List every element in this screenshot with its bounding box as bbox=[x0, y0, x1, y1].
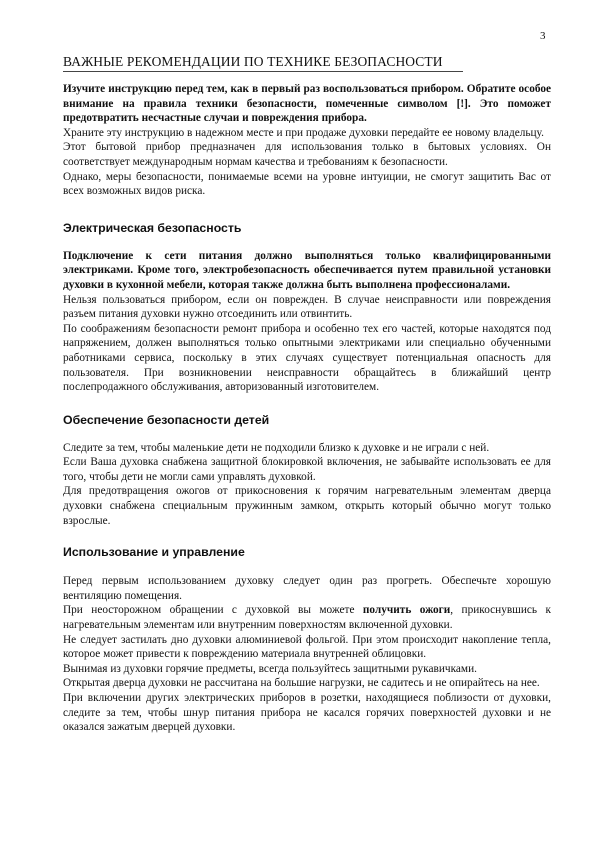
usage-section bbox=[63, 545, 551, 735]
children-paragraph: Если Ваша духовка снабжена защитной блокировкой включения, не забывайте использовать ее для того, чтобы дети не могли сами управлять духовкой. bbox=[63, 456, 551, 483]
burn-warning: получить ожоги bbox=[362, 604, 451, 617]
children-paragraph: Следите за тем, чтобы маленькие дети не подходили близко к духовке и не играли с ней. bbox=[63, 441, 490, 454]
page-title: ВАЖНЫЕ РЕКОМЕНДАЦИИ ПО ТЕХНИКЕ БЕЗОПАСНОСТИ bbox=[63, 54, 463, 72]
document-body bbox=[63, 82, 551, 735]
usage-paragraph: При включении других электрических приборов в розетки, находящиеся поблизости от духовки, следите за тем, чтобы шнур питания прибора не касался горячих поверхностей духовки и не оказался зажатым дверцей духовки. bbox=[63, 692, 551, 734]
intro-bold-paragraph: Изучите инструкцию перед тем, как в первый раз воспользоваться прибором. Обратите особое внимание на правила техники безопасности, помеченные символом [!]. Это поможет предотвратить несчастные случаи и повреждения прибора. bbox=[63, 83, 551, 125]
usage-paragraph: Вынимая из духовки горячие предметы, всегда пользуйтесь защитными рукавичками. bbox=[63, 662, 477, 675]
usage-paragraph: Перед первым использованием духовку следует один раз прогреть. Обеспечьте хорошую вентиляцию помещения. bbox=[63, 575, 551, 602]
usage-paragraph: Не следует застилать дно духовки алюминиевой фольгой. При этом происходит накопление тепла, которое может привести к повреждению материала внутренней облицовки. bbox=[63, 633, 551, 661]
usage-text: , прикоснувшись к нагревательным элементам или внутренним поверхностям включенной духовки. bbox=[63, 604, 551, 632]
electrical-bold-paragraph: Подключение к сети питания должно выполняться только квалифицированными электриками. Кроме того, электробезопасность обеспечивается путем правильной установки духовки в кухонной мебели, которая также должна быть выполнена профессионалами. bbox=[63, 249, 551, 291]
section-heading: Электрическая безопасность bbox=[63, 220, 242, 235]
children-paragraph: Для предотвращения ожогов от прикосновения к горячим нагревательным элементам дверца духовки снабжена специальным пружинным замком, открыть который обычно могут только взрослые. bbox=[63, 485, 551, 527]
intro-paragraph: Однако, меры безопасности, понимаемые всеми на уровне интуиции, не смогут защитить Вас от всех возможных видов риска. bbox=[63, 170, 551, 198]
electrical-paragraph: По соображениям безопасности ремонт прибора и особенно тех его частей, которые находятся под напряжением, должен выполняться только опытными электриками или специально обученными работниками сервиса, поскольку в этих случаях существует потенциальная опасность для пользователя. При возникновении неисправности обращайтесь в ближайший центр послепродажного обслуживания, авторизованный изготовителем. bbox=[63, 322, 551, 394]
usage-paragraph: Открытая дверца духовки не рассчитана на большие нагрузки, не садитесь и не опирайтесь на нее. bbox=[63, 677, 540, 690]
section-heading: Обеспечение безопасности детей bbox=[63, 412, 270, 427]
electrical-safety-section bbox=[63, 221, 551, 395]
intro-section bbox=[63, 82, 551, 199]
usage-burn-paragraph bbox=[63, 603, 551, 632]
page-number: 3 bbox=[540, 30, 546, 42]
usage-text: При неосторожном обращении с духовкой вы можете bbox=[63, 604, 363, 617]
intro-paragraph: Храните эту инструкцию в надежном месте и при продаже духовки передайте ее новому владельцу. bbox=[63, 126, 544, 139]
child-safety-section bbox=[63, 413, 551, 529]
electrical-paragraph: Нельзя пользоваться прибором, если он поврежден. В случае неисправности или повреждения разъем питания духовки нужно отсоединить или отвинтить. bbox=[63, 293, 551, 321]
intro-paragraph: Этот бытовой прибор предназначен для использования только в бытовых условиях. Он соответствует международным нормам качества и требованиям к безопасности. bbox=[63, 141, 551, 168]
section-heading: Использование и управление bbox=[63, 545, 245, 560]
